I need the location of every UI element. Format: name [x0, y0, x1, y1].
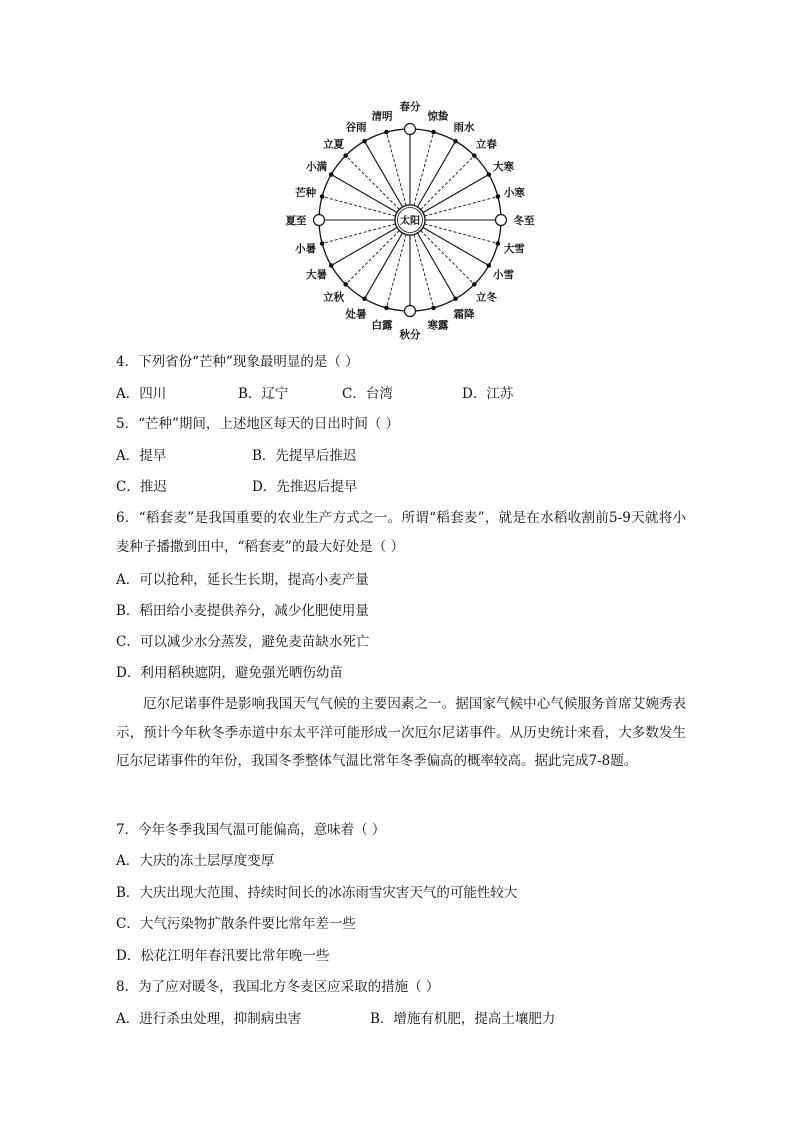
q8-stem: 8．为了应对暖冬，我国北方冬麦区应采取的措施（ ） — [116, 979, 440, 995]
term-label-9: 小雪 — [493, 269, 515, 281]
q5-stem: 5．“芒种”期间，上述地区每天的日出时间（ ） — [116, 416, 400, 432]
q8-option-b[interactable]: B．增施有机肥，提高土壤肥力 — [370, 1011, 556, 1027]
term-label-23: 谷雨 — [345, 121, 367, 134]
spoke-20 — [322, 196, 395, 216]
term-marker-24 — [384, 130, 389, 135]
spoke-10 — [421, 231, 475, 285]
term-label-7: 冬至 — [513, 215, 535, 227]
term-label-19: 夏至 — [285, 215, 307, 227]
term-label-10: 立冬 — [475, 291, 497, 304]
term-label-2: 惊蛰 — [427, 110, 449, 123]
term-label-21: 小满 — [305, 161, 327, 173]
q6-option-c[interactable]: C．可以减少水分蒸发，避免麦苗缺水死亡 — [116, 634, 370, 650]
term-marker-19 — [314, 215, 325, 226]
q6-option-b[interactable]: B．稻田给小麦提供养分，减少化肥使用量 — [116, 603, 369, 619]
term-marker-4 — [472, 153, 477, 158]
term-label-13: 秋分 — [399, 329, 421, 340]
q4-option-b[interactable]: B．辽宁 — [238, 386, 289, 402]
q5-option-c[interactable]: C．推迟 — [116, 479, 167, 495]
spoke-14 — [386, 234, 406, 307]
term-marker-9 — [487, 263, 492, 268]
term-marker-7 — [496, 215, 507, 226]
sun-label: 太阳 — [400, 216, 420, 227]
spoke-12 — [414, 234, 434, 307]
term-label-14: 白露 — [371, 319, 393, 332]
term-label-3: 雨水 — [453, 121, 475, 134]
term-marker-16 — [343, 282, 348, 287]
term-marker-8 — [496, 241, 501, 246]
term-marker-12 — [431, 306, 436, 311]
term-marker-1 — [405, 124, 416, 135]
spoke-2 — [414, 132, 434, 205]
q5-options-row1 — [116, 446, 716, 466]
q4-option-c[interactable]: C．台湾 — [342, 386, 393, 402]
term-label-11: 霜降 — [453, 308, 475, 321]
term-marker-14 — [384, 306, 389, 311]
spoke-8 — [424, 224, 497, 244]
term-marker-15 — [362, 297, 367, 302]
q7-stem: 7．今年冬季我国气温可能偏高，意味着（ ） — [116, 822, 386, 838]
q5-option-a[interactable]: A．提早 — [116, 448, 167, 464]
term-marker-17 — [329, 263, 334, 268]
spoke-24 — [386, 132, 406, 205]
q6-option-d[interactable]: D．利用稻秧遮阴，避免强光晒伤幼苗 — [116, 665, 343, 681]
term-label-6: 小寒 — [503, 187, 525, 200]
term-marker-18 — [320, 241, 325, 246]
q4-stem: 4．下列省份“芒种”现象最明显的是（ ） — [116, 354, 359, 370]
q4-option-d[interactable]: D．江苏 — [462, 386, 514, 402]
spoke-22 — [346, 156, 400, 210]
term-label-20: 芒种 — [295, 187, 317, 200]
term-label-4: 立春 — [475, 138, 497, 151]
term-marker-3 — [453, 139, 458, 144]
term-marker-11 — [453, 297, 458, 302]
term-label-1: 春分 — [399, 101, 421, 113]
term-label-22: 立夏 — [323, 138, 345, 151]
term-marker-6 — [496, 194, 501, 199]
spoke-6 — [424, 196, 497, 216]
term-marker-22 — [343, 153, 348, 158]
term-label-24: 清明 — [371, 110, 393, 123]
q7-option-c[interactable]: C．大气污染物扩散条件要比常年差一些 — [116, 916, 356, 932]
term-marker-21 — [329, 172, 334, 177]
q5-options-row2 — [116, 477, 716, 497]
term-marker-23 — [362, 139, 367, 144]
q4-options — [116, 384, 716, 404]
term-label-8: 大雪 — [503, 242, 525, 255]
term-marker-5 — [487, 172, 492, 177]
term-label-17: 大暑 — [305, 269, 327, 281]
q5-option-d[interactable]: D．先推迟后提早 — [252, 479, 358, 495]
q6-option-a[interactable]: A．可以抢种，延长生长期，提高小麦产量 — [116, 572, 369, 588]
q5-option-b[interactable]: B．先提早后推迟 — [252, 448, 357, 464]
term-label-12: 寒露 — [427, 319, 449, 332]
term-marker-13 — [405, 306, 416, 317]
term-label-5: 大寒 — [493, 161, 515, 173]
term-marker-20 — [320, 194, 325, 199]
q8-options — [116, 1009, 716, 1029]
spoke-4 — [421, 156, 475, 210]
passage-el-nino: 厄尔尼诺事件是影响我国天气气候的主要因素之一。据国家气候中心气候服务首席艾婉秀表示，预计今年秋冬季赤道中东太平洋可能形成一次厄尔尼诺事件。从历史统计来看，大多数发生厄尔尼诺事件的年份，我国冬季整体气温比常年冬季偏高的概率较高。据此完成7-8题。 — [116, 696, 686, 769]
term-label-18: 小暑 — [295, 242, 317, 255]
q8-option-a[interactable]: A．进行杀虫处理，抑制病虫害 — [116, 1011, 302, 1027]
q7-option-d[interactable]: D．松花江明年春汛要比常年晚一些 — [116, 948, 330, 964]
q7-option-b[interactable]: B．大庆出现大范围、持续时间长的冰冻雨雪灾害天气的可能性较大 — [116, 885, 518, 901]
spoke-18 — [322, 224, 395, 244]
term-label-15: 处暑 — [345, 308, 367, 321]
q6-stem: 6．“稻套麦”是我国重要的农业生产方式之一。所谓“稻套麦”，就是在水稻收割前5-9天就将小麦种子播撒到田中，“稻套麦”的最大好处是（ ） — [116, 510, 686, 555]
term-marker-2 — [431, 130, 436, 135]
q7-option-a[interactable]: A．大庆的冻土层厚度变厚 — [116, 853, 275, 869]
q4-option-a[interactable]: A．四川 — [116, 386, 167, 402]
term-marker-10 — [472, 282, 477, 287]
spoke-16 — [346, 231, 400, 285]
solar-terms-diagram — [280, 100, 540, 340]
term-label-16: 立秋 — [323, 291, 345, 304]
